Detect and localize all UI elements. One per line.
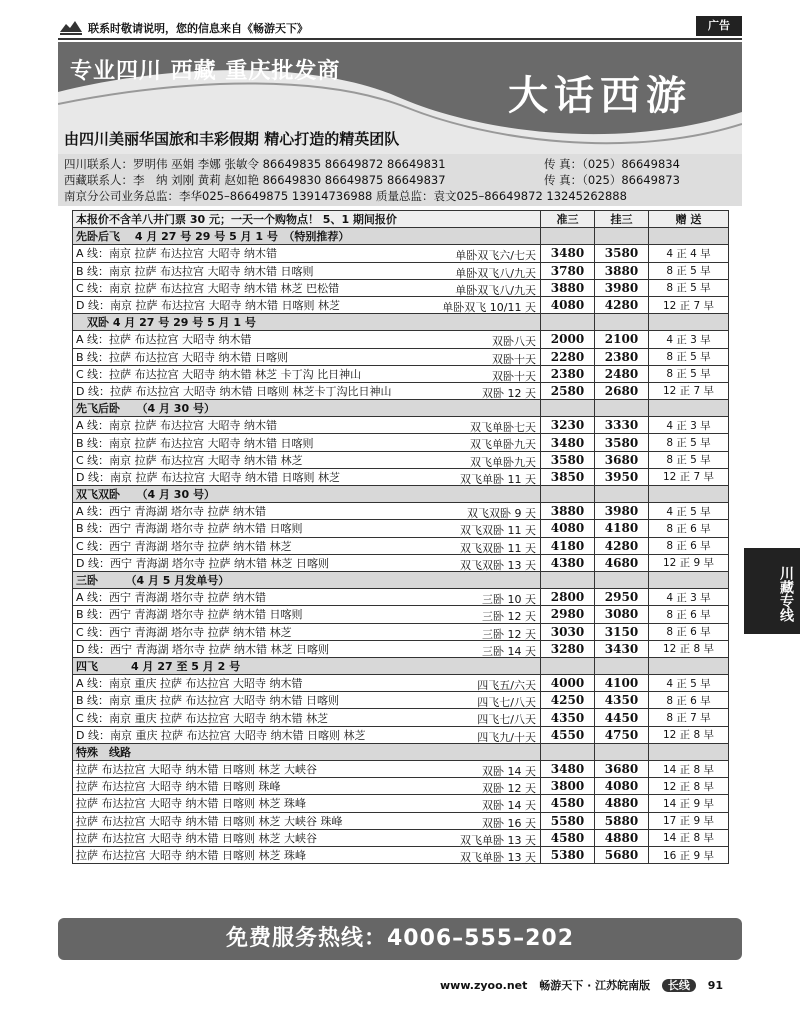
route-text: C 线：西宁 青海湖 塔尔寺 拉萨 纳木错 林芝 [76, 625, 292, 639]
section-title: 三卧 （4 月 5 月发单号） [73, 571, 541, 588]
section-title: 特殊 线路 [73, 743, 541, 760]
table-row [73, 331, 729, 348]
price-rated: 4450 [595, 709, 649, 726]
footer [440, 977, 740, 993]
price-standard: 3880 [541, 503, 595, 520]
section-empty-cell [649, 486, 729, 503]
table-row [73, 829, 729, 846]
section-empty-cell [649, 228, 729, 245]
gift-meals: 4 正 3 早 [649, 417, 729, 434]
section-empty-cell [649, 743, 729, 760]
price-rated: 4880 [595, 795, 649, 812]
route-text: B 线：南京 拉萨 布达拉宫 大昭寺 纳木错 日喀则 [76, 436, 314, 450]
route-text: 拉萨 布达拉宫 大昭寺 纳木错 日喀则 林芝 大峡谷 珠峰 [76, 814, 343, 828]
duration-text: 双飞单卧九天 [470, 438, 536, 452]
gift-meals: 8 正 7 早 [649, 709, 729, 726]
price-standard: 3850 [541, 468, 595, 485]
gift-meals: 8 正 6 早 [649, 520, 729, 537]
duration-text: 四飞九/十天 [477, 730, 536, 744]
section-title: 先卧后飞 4 月 27 号 29 号 5 月 1 号 （特别推荐） [73, 228, 541, 245]
price-rated: 2100 [595, 331, 649, 348]
route-text: A 线：拉萨 布达拉宫 大昭寺 纳木错 [76, 333, 252, 347]
route-cell [73, 640, 541, 657]
section-empty-cell [541, 314, 595, 331]
section-row [73, 228, 729, 245]
sichuan-fax: 传 真：（025）86649834 [544, 157, 680, 171]
gift-meals: 8 正 5 早 [649, 348, 729, 365]
section-title: 四飞 4 月 27 至 5 月 2 号 [73, 657, 541, 674]
contact-block [58, 154, 742, 206]
route-cell [73, 296, 541, 313]
duration-text: 双飞双卧 9 天 [467, 507, 536, 520]
price-standard: 4250 [541, 692, 595, 709]
price-rated: 5880 [595, 812, 649, 829]
price-rated: 3680 [595, 761, 649, 778]
table-row [73, 382, 729, 399]
section-row [73, 400, 729, 417]
section-empty-cell [649, 400, 729, 417]
section-empty-cell [595, 657, 649, 674]
gift-meals: 12 正 8 早 [649, 778, 729, 795]
route-text: D 线：拉萨 布达拉宫 大昭寺 纳木错 日喀则 林芝卡丁沟比日神山 [76, 384, 392, 398]
route-text: D 线：南京 拉萨 布达拉宫 大昭寺 纳木错 日喀则 林芝 [76, 299, 340, 313]
route-cell [73, 382, 541, 399]
price-rated: 3430 [595, 640, 649, 657]
gift-meals: 8 正 5 早 [649, 451, 729, 468]
price-standard: 3230 [541, 417, 595, 434]
section-empty-cell [649, 314, 729, 331]
duration-text: 双卧 12 天 [482, 782, 536, 795]
section-empty-cell [541, 743, 595, 760]
gift-meals: 4 正 5 早 [649, 675, 729, 692]
banner [58, 42, 742, 154]
gift-meals: 8 正 6 早 [649, 692, 729, 709]
brand-logo-text: 大话西游 [508, 72, 692, 119]
route-text: B 线：西宁 青海湖 塔尔寺 拉萨 纳木错 日喀则 [76, 608, 303, 622]
price-rated: 2380 [595, 348, 649, 365]
table-row [73, 761, 729, 778]
gift-meals: 12 正 8 早 [649, 640, 729, 657]
price-standard: 4380 [541, 554, 595, 571]
section-empty-cell [541, 657, 595, 674]
price-rated: 4100 [595, 675, 649, 692]
route-text: D 线：南京 拉萨 布达拉宫 大昭寺 纳木错 日喀则 林芝 [76, 470, 340, 484]
duration-text: 双飞双卧 11 天 [460, 541, 536, 555]
route-cell [73, 606, 541, 623]
price-rated: 4750 [595, 726, 649, 743]
price-rated: 2950 [595, 589, 649, 606]
route-text: B 线：拉萨 布达拉宫 大昭寺 纳木错 日喀则 [76, 350, 289, 364]
duration-text: 四飞七/八天 [477, 696, 536, 709]
price-standard: 3480 [541, 434, 595, 451]
price-rated: 4680 [595, 554, 649, 571]
table-row [73, 623, 729, 640]
route-cell [73, 537, 541, 554]
price-standard: 2280 [541, 348, 595, 365]
route-text: 拉萨 布达拉宫 大昭寺 纳木错 日喀则 珠峰 [76, 780, 281, 794]
table-row [73, 554, 729, 571]
route-text: C 线：南京 拉萨 布达拉宫 大昭寺 纳木错 林芝 [76, 453, 303, 467]
gift-meals: 8 正 6 早 [649, 623, 729, 640]
duration-text: 双飞单卧七天 [470, 421, 536, 434]
duration-text: 单卧双飞六/七天 [455, 249, 536, 263]
route-text: D 线：西宁 青海湖 塔尔寺 拉萨 纳木错 林芝 日喀则 [76, 556, 329, 570]
price-standard: 3480 [541, 761, 595, 778]
price-standard: 2000 [541, 331, 595, 348]
duration-text: 四飞七/八天 [477, 713, 536, 727]
price-standard: 3580 [541, 451, 595, 468]
gift-meals: 12 正 7 早 [649, 382, 729, 399]
table-row [73, 726, 729, 743]
nanjing-contacts: 南京分公司业务总监：李华025–86649875 13914736988 质量总监：袁文025–86649872 13245262888 [64, 189, 627, 203]
price-rated: 3150 [595, 623, 649, 640]
section-empty-cell [649, 571, 729, 588]
gift-meals: 16 正 9 早 [649, 846, 729, 863]
section-row [73, 314, 729, 331]
duration-text: 双飞双卧 11 天 [460, 524, 536, 538]
route-text: C 线：拉萨 布达拉宫 大昭寺 纳木错 林芝 卡丁沟 比日神山 [76, 367, 362, 381]
table-row [73, 296, 729, 313]
route-text: A 线：南京 重庆 拉萨 布达拉宫 大昭寺 纳木错 [76, 677, 303, 691]
table-row [73, 503, 729, 520]
section-empty-cell [541, 486, 595, 503]
table-row [73, 778, 729, 795]
route-cell [73, 468, 541, 485]
duration-text: 双卧 14 天 [482, 799, 536, 813]
route-cell [73, 709, 541, 726]
ad-label: 广告 [696, 16, 742, 36]
side-tab: 川藏专线 [744, 548, 800, 634]
section-empty-cell [595, 743, 649, 760]
route-cell [73, 434, 541, 451]
gift-meals: 14 正 9 早 [649, 795, 729, 812]
route-cell [73, 348, 541, 365]
route-cell [73, 365, 541, 382]
route-text: 拉萨 布达拉宫 大昭寺 纳木错 日喀则 林芝 大峡谷 [76, 831, 317, 845]
price-standard: 3280 [541, 640, 595, 657]
route-text: C 线：南京 拉萨 布达拉宫 大昭寺 纳木错 林芝 巴松错 [76, 281, 340, 295]
table-row [73, 795, 729, 812]
sichuan-contacts: 四川联系人：罗明伟 巫娟 李娜 张敏令 86649835 86649872 86649831 [64, 157, 446, 171]
price-standard: 3880 [541, 279, 595, 296]
route-cell [73, 675, 541, 692]
duration-text: 单卧双飞 10/11 天 [442, 300, 536, 314]
price-standard: 4580 [541, 829, 595, 846]
price-standard: 4000 [541, 675, 595, 692]
price-standard: 5380 [541, 846, 595, 863]
route-text: C 线：南京 重庆 拉萨 布达拉宫 大昭寺 纳木错 林芝 [76, 711, 329, 725]
route-text: A 线：南京 拉萨 布达拉宫 大昭寺 纳木错 [76, 419, 278, 433]
table-row [73, 812, 729, 829]
col-header-standard: 准三 [541, 211, 595, 228]
route-cell [73, 279, 541, 296]
route-cell [73, 417, 541, 434]
route-text: B 线：南京 拉萨 布达拉宫 大昭寺 纳木错 日喀则 [76, 264, 314, 278]
gift-meals: 12 正 7 早 [649, 296, 729, 313]
route-cell [73, 812, 541, 829]
duration-text: 双飞单卧 13 天 [460, 850, 536, 864]
price-standard: 3030 [541, 623, 595, 640]
duration-text: 双飞单卧九天 [470, 455, 536, 469]
price-rated: 4350 [595, 692, 649, 709]
price-standard: 3800 [541, 778, 595, 795]
duration-text: 双卧 14 天 [482, 765, 536, 778]
footer-section: 长线 [662, 979, 696, 992]
price-rated: 2680 [595, 382, 649, 399]
route-text: 拉萨 布达拉宫 大昭寺 纳木错 日喀则 林芝 珠峰 [76, 797, 306, 811]
table-row [73, 692, 729, 709]
duration-text: 双卧十天 [492, 352, 536, 366]
table-header-row [73, 211, 729, 228]
publication-logo-icon [58, 18, 84, 36]
price-rated: 4880 [595, 829, 649, 846]
price-standard: 4080 [541, 520, 595, 537]
gift-meals: 14 正 8 早 [649, 829, 729, 846]
price-rated: 3580 [595, 434, 649, 451]
route-text: D 线：南京 重庆 拉萨 布达拉宫 大昭寺 纳木错 日喀则 林芝 [76, 728, 366, 742]
route-cell [73, 846, 541, 863]
duration-text: 双飞单卧 13 天 [460, 833, 536, 847]
price-rated: 3330 [595, 417, 649, 434]
duration-text: 单卧双飞八/九天 [455, 283, 536, 297]
price-rated: 3980 [595, 279, 649, 296]
table-row [73, 846, 729, 863]
section-empty-cell [595, 228, 649, 245]
table-row [73, 279, 729, 296]
tibet-contacts: 西藏联系人：李 纳 刘刚 黄莉 赵如艳 86649830 86649875 86649837 [64, 173, 446, 187]
duration-text: 四飞五/六天 [477, 679, 536, 692]
route-text: B 线：西宁 青海湖 塔尔寺 拉萨 纳木错 日喀则 [76, 522, 303, 536]
table-row [73, 434, 729, 451]
price-standard: 2800 [541, 589, 595, 606]
col-header-rated: 挂三 [595, 211, 649, 228]
table-row [73, 589, 729, 606]
table-row [73, 468, 729, 485]
gift-meals: 4 正 4 早 [649, 245, 729, 262]
duration-text: 单卧双飞八/九天 [455, 266, 536, 280]
route-text: D 线：西宁 青海湖 塔尔寺 拉萨 纳木错 林芝 日喀则 [76, 642, 329, 656]
duration-text: 三卧 10 天 [482, 593, 536, 606]
gift-meals: 8 正 6 早 [649, 606, 729, 623]
price-table [72, 210, 729, 864]
table-row [73, 451, 729, 468]
hotline-banner: 免费服务热线：4006–555–202 [58, 918, 742, 960]
section-title: 双卧 4 月 27 号 29 号 5 月 1 号 [73, 314, 541, 331]
top-bar [58, 16, 742, 38]
price-rated: 3080 [595, 606, 649, 623]
header-divider [58, 38, 742, 40]
price-standard: 3780 [541, 262, 595, 279]
route-text: 拉萨 布达拉宫 大昭寺 纳木错 日喀则 林芝 大峡谷 [76, 763, 317, 777]
table-row [73, 245, 729, 262]
section-empty-cell [649, 657, 729, 674]
duration-text: 三卧 14 天 [482, 644, 536, 658]
route-cell [73, 451, 541, 468]
route-cell [73, 692, 541, 709]
price-standard: 2580 [541, 382, 595, 399]
gift-meals: 8 正 5 早 [649, 365, 729, 382]
price-standard: 2980 [541, 606, 595, 623]
table-row [73, 417, 729, 434]
route-cell [73, 245, 541, 262]
gift-meals: 8 正 6 早 [649, 537, 729, 554]
price-standard: 4350 [541, 709, 595, 726]
route-cell [73, 726, 541, 743]
section-row [73, 743, 729, 760]
gift-meals: 8 正 5 早 [649, 434, 729, 451]
route-cell [73, 262, 541, 279]
section-empty-cell [595, 400, 649, 417]
route-cell [73, 829, 541, 846]
gift-meals: 4 正 3 早 [649, 331, 729, 348]
footer-url: www.zyoo.net [440, 979, 528, 992]
section-empty-cell [541, 400, 595, 417]
route-cell [73, 795, 541, 812]
gift-meals: 8 正 5 早 [649, 262, 729, 279]
page-number: 91 [707, 979, 724, 992]
duration-text: 三卧 12 天 [482, 610, 536, 623]
section-empty-cell [541, 228, 595, 245]
route-cell [73, 761, 541, 778]
section-row [73, 486, 729, 503]
price-rated: 4080 [595, 778, 649, 795]
route-cell [73, 554, 541, 571]
gift-meals: 14 正 8 早 [649, 761, 729, 778]
section-empty-cell [541, 571, 595, 588]
section-empty-cell [595, 486, 649, 503]
section-row [73, 571, 729, 588]
duration-text: 双飞单卧 11 天 [460, 472, 536, 486]
table-row [73, 365, 729, 382]
duration-text: 双卧十天 [492, 369, 536, 383]
route-cell [73, 589, 541, 606]
tibet-fax: 传 真：（025）86649873 [544, 173, 680, 187]
gift-meals: 12 正 8 早 [649, 726, 729, 743]
gift-meals: 12 正 7 早 [649, 468, 729, 485]
route-text: C 线：西宁 青海湖 塔尔寺 拉萨 纳木错 林芝 [76, 539, 292, 553]
gift-meals: 8 正 5 早 [649, 279, 729, 296]
price-standard: 4580 [541, 795, 595, 812]
price-standard: 5580 [541, 812, 595, 829]
price-standard: 3480 [541, 245, 595, 262]
gift-meals: 4 正 3 早 [649, 589, 729, 606]
price-rated: 4180 [595, 520, 649, 537]
route-text: A 线：西宁 青海湖 塔尔寺 拉萨 纳木错 [76, 591, 267, 605]
price-rated: 3680 [595, 451, 649, 468]
table-row [73, 675, 729, 692]
duration-text: 双卧八天 [492, 335, 536, 348]
footer-publication: 畅游天下 · 江苏皖南版 [539, 979, 651, 992]
gift-meals: 17 正 9 早 [649, 812, 729, 829]
route-cell [73, 520, 541, 537]
section-empty-cell [595, 571, 649, 588]
section-empty-cell [595, 314, 649, 331]
price-standard: 4180 [541, 537, 595, 554]
table-row [73, 640, 729, 657]
route-text: A 线：西宁 青海湖 塔尔寺 拉萨 纳木错 [76, 505, 267, 519]
price-standard: 2380 [541, 365, 595, 382]
price-rated: 2480 [595, 365, 649, 382]
price-note: 本报价不含羊八井门票 30 元；一天一个购物点！ 5、1 期间报价 [73, 211, 541, 228]
price-rated: 3880 [595, 262, 649, 279]
route-text: B 线：南京 重庆 拉萨 布达拉宫 大昭寺 纳木错 日喀则 [76, 694, 340, 708]
route-cell [73, 331, 541, 348]
duration-text: 双卧 12 天 [482, 386, 536, 400]
gift-meals: 4 正 5 早 [649, 503, 729, 520]
price-rated: 3950 [595, 468, 649, 485]
table-row [73, 709, 729, 726]
price-standard: 4080 [541, 296, 595, 313]
price-rated: 5680 [595, 846, 649, 863]
section-title: 先飞后卧 （4 月 30 号） [73, 400, 541, 417]
route-cell [73, 623, 541, 640]
price-rated: 4280 [595, 296, 649, 313]
table-row [73, 348, 729, 365]
price-rated: 4280 [595, 537, 649, 554]
route-cell [73, 503, 541, 520]
duration-text: 三卧 12 天 [482, 627, 536, 641]
route-cell [73, 778, 541, 795]
col-header-gift: 赠 送 [649, 211, 729, 228]
route-text: A 线：南京 拉萨 布达拉宫 大昭寺 纳木错 [76, 247, 278, 261]
table-row [73, 606, 729, 623]
table-row [73, 262, 729, 279]
banner-headline: 专业四川 西藏 重庆批发商 [70, 59, 341, 84]
section-row [73, 657, 729, 674]
price-rated: 3980 [595, 503, 649, 520]
route-text: 拉萨 布达拉宫 大昭寺 纳木错 日喀则 林芝 珠峰 [76, 849, 306, 863]
gift-meals: 12 正 9 早 [649, 554, 729, 571]
banner-tagline: 由四川美丽华国旅和丰彩假期 精心打造的精英团队 [64, 130, 400, 148]
duration-text: 双飞双卧 13 天 [460, 558, 536, 572]
duration-text: 双卧 16 天 [482, 816, 536, 830]
table-row [73, 537, 729, 554]
price-rated: 3580 [595, 245, 649, 262]
table-row [73, 520, 729, 537]
source-notice: 联系时敬请说明，您的信息来自《畅游天下》 [88, 22, 308, 35]
section-title: 双飞双卧 （4 月 30 号） [73, 486, 541, 503]
price-standard: 4550 [541, 726, 595, 743]
